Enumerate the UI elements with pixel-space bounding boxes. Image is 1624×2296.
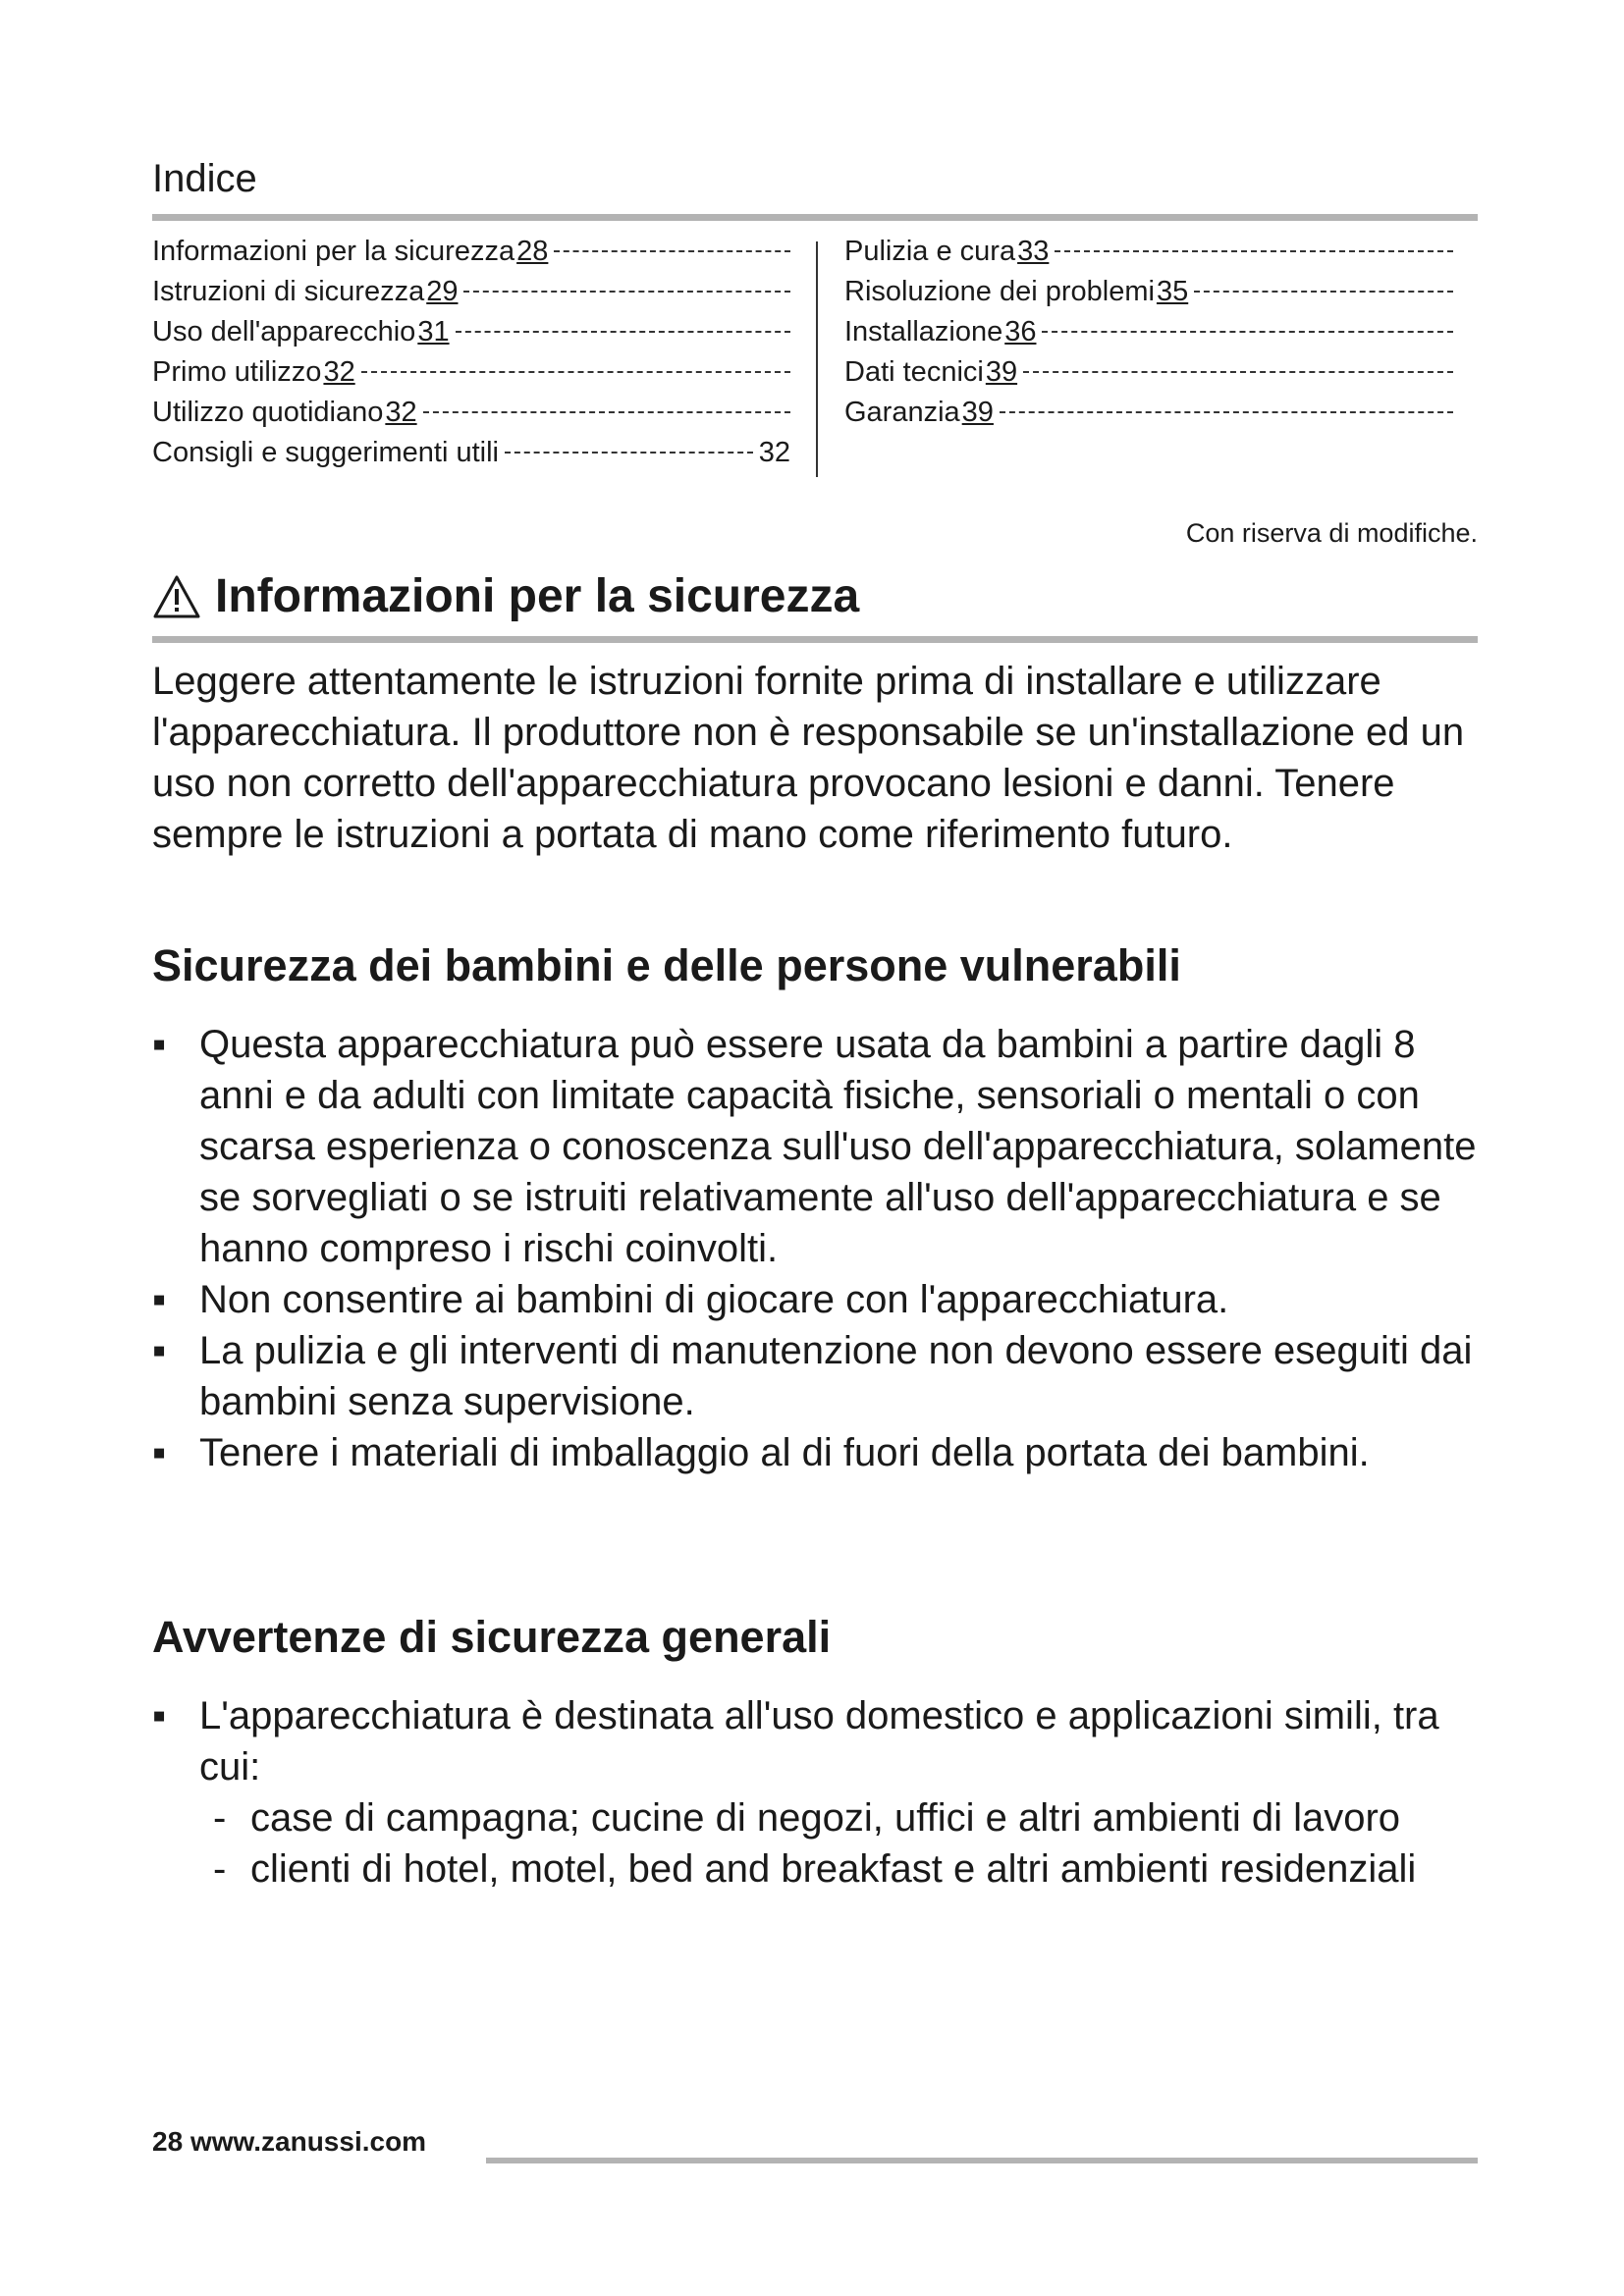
toc-page-number: 29 [426,276,459,307]
toc-page-number: 32 [323,356,355,388]
table-of-contents [152,236,1478,481]
toc-label: Dati tecnici [844,356,984,388]
toc-item-informazioni-sicurezza[interactable] [152,236,790,276]
safety-heading-divider [152,636,1478,643]
sublist-item [199,1843,1478,1895]
bullet-marker: ▪ [152,1431,167,1474]
dash-marker: - [213,1847,227,1891]
sublist-item [199,1792,1478,1843]
toc-page-number: 28 [516,236,549,267]
toc-label: Pulizia e cura [844,236,1016,267]
bullet-marker: ▪ [152,1329,167,1372]
list-item [152,1690,1478,1895]
page-number: 28 [152,2126,184,2157]
disclaimer-text: Con riserva di modifiche. [1185,518,1478,548]
toc-item-primo-utilizzo[interactable] [152,356,790,397]
safety-heading [152,569,859,623]
toc-label: Utilizzo quotidiano [152,397,384,428]
list-item-text: L'apparecchiatura è destinata all'uso domestico e applicazioni simili, tra cui: [199,1694,1439,1789]
safety-intro-paragraph: Leggere attentamente le istruzioni fornite prima di installare e utilizzare l'apparecchiatura. Il produttore non è responsabile se un'installazione ed un uso non corretto dell'apparecchiatura provocano lesioni e danni. Tenere sempre le istruzioni a portata di mano come riferimento futuro. [152,660,1465,856]
toc-leader [1042,331,1453,333]
page-footer [152,2126,426,2158]
list-item-text: Non consentire ai bambini di giocare con l'apparecchiatura. [199,1278,1229,1321]
general-safety-heading: Avvertenze di sicurezza generali [152,1612,832,1662]
children-safety-list [152,1019,1478,1478]
toc-leader [554,250,790,252]
toc-leader [1055,250,1453,252]
toc-leader [361,371,790,373]
children-safety-heading: Sicurezza dei bambini e delle persone vulnerabili [152,940,1181,990]
toc-label: Risoluzione dei problemi [844,276,1155,307]
toc-item-pulizia-cura[interactable] [844,236,1453,276]
toc-item-installazione[interactable] [844,316,1453,356]
toc-leader [1194,291,1453,293]
toc-item-dati-tecnici[interactable] [844,356,1453,397]
toc-label: Informazioni per la sicurezza [152,236,515,267]
sublist-item-text: clienti di hotel, motel, bed and breakfast e altri ambienti residenziali [250,1847,1417,1891]
general-safety-list [152,1690,1478,1895]
list-item-text: Questa apparecchiatura può essere usata da bambini a partire dagli 8 anni e da adulti con limitate capacità fisiche, sensoriali o mentali o con scarsa esperienza o conoscenza sull'uso dell'apparecchiatura, solamente se sorvegliati o se istruiti relativamente all'uso dell'apparecchiatura e se hanno compreso i rischi coinvolti. [199,1023,1477,1270]
list-item-text: La pulizia e gli interventi di manutenzione non devono essere eseguiti dai bambini senza supervisione. [199,1329,1473,1423]
warning-triangle-icon [152,574,201,619]
toc-leader [1023,371,1453,373]
sublist-item-text: case di campagna; cucine di negozi, uffici e altri ambienti di lavoro [250,1796,1401,1840]
toc-label: Istruzioni di sicurezza [152,276,425,307]
toc-page-number: 39 [961,397,994,428]
toc-item-risoluzione-problemi[interactable] [844,276,1453,316]
toc-label: Installazione [844,316,1003,347]
toc-page-number: 31 [417,316,450,347]
toc-label: Uso dell'apparecchio [152,316,416,347]
footer-divider [486,2158,1478,2163]
toc-item-istruzioni-sicurezza[interactable] [152,276,790,316]
toc-leader [456,331,790,333]
toc-page-number: 32 [758,437,790,468]
bullet-marker: ▪ [152,1694,167,1737]
toc-label: Primo utilizzo [152,356,322,388]
index-title: Indice [152,157,257,200]
website-link[interactable]: www.zanussi.com [189,2126,427,2157]
toc-item-utilizzo-quotidiano[interactable] [152,397,790,437]
list-item [152,1427,1478,1478]
toc-item-uso-apparecchio[interactable] [152,316,790,356]
toc-column-divider [816,241,818,477]
dash-marker: - [213,1796,227,1840]
toc-page-number: 33 [1017,236,1050,267]
index-divider [152,214,1478,221]
toc-item-consigli-suggerimenti[interactable] [152,437,790,477]
safety-heading-text: Informazioni per la sicurezza [215,570,860,622]
toc-item-garanzia[interactable] [844,397,1453,437]
list-item [152,1325,1478,1427]
toc-leader [1000,411,1453,413]
general-safety-sublist [199,1792,1478,1895]
list-item [152,1019,1478,1274]
toc-label: Garanzia [844,397,960,428]
toc-leader [505,452,753,454]
toc-page-number: 36 [1004,316,1037,347]
bullet-marker: ▪ [152,1023,167,1066]
bullet-marker: ▪ [152,1278,167,1321]
toc-leader [463,291,790,293]
toc-page-number: 39 [985,356,1018,388]
toc-page-number: 35 [1156,276,1189,307]
list-item-text: Tenere i materiali di imballaggio al di fuori della portata dei bambini. [199,1431,1370,1474]
toc-leader [423,411,790,413]
toc-left-column [152,236,790,477]
manual-page [152,0,1478,2296]
toc-label: Consigli e suggerimenti utili [152,437,499,468]
list-item [152,1274,1478,1325]
toc-right-column [844,236,1453,437]
toc-page-number: 32 [385,397,417,428]
